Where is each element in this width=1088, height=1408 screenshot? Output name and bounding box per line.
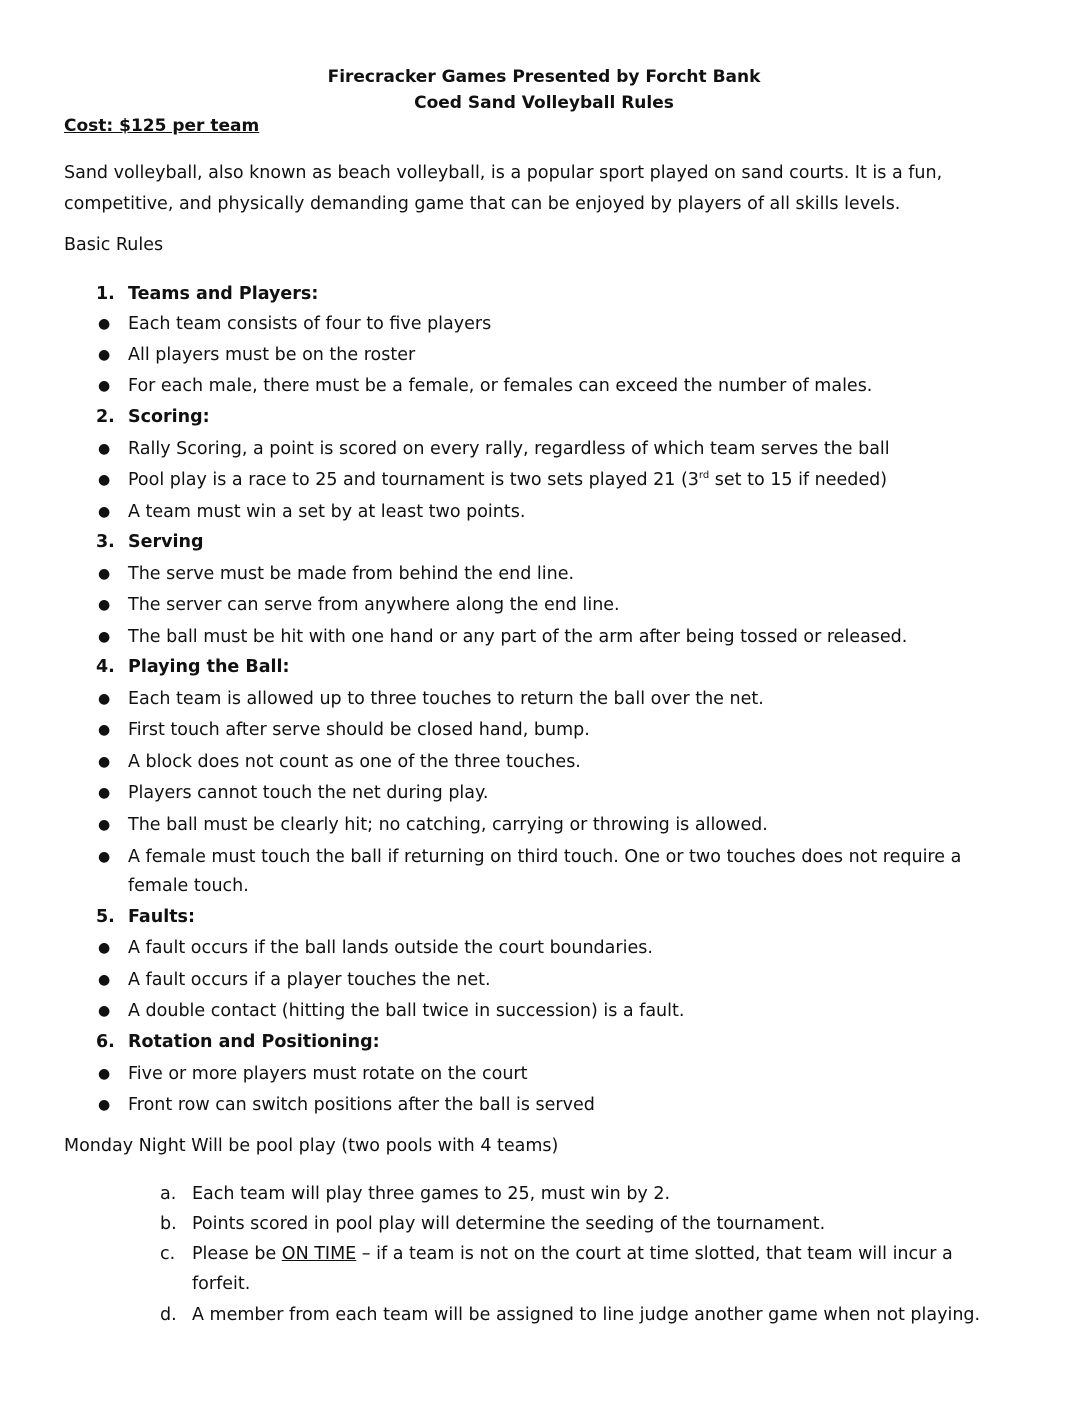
cost-line: Cost: $125 per team	[64, 116, 260, 136]
monday-note: Monday Night Will be pool play (two pools with 4 teams)	[64, 1136, 559, 1156]
document-page: Firecracker Games Presented by Forcht Bank Coed Sand Volleyball Rules Cost: $125 per team Sand volleyball, also known as beach volleyball, is a popular sport played on sand courts. It is a fun, competitive, and physically demanding game that can be enjoyed by players of all skills levels. Basic Rules 1. Teams and Players: ● Each team consists of four to five players ● All players must be on the roster ● For each male, there must be a female, or females can exceed the number of males. 2. Scoring: ● Rally Scoring, a point is scored on every rally, regardless of which team serves the ball ● Pool play is a race to 25 and tournament is two sets played 21 (3rd set to 15 if needed) ● A team must win a set by at least two points. 3. Serving ● The serve must be made from behind the end line. ● The server can serve from anywhere along the end line. ● The ball must be hit with one hand or any part of the arm after being tossed or released. 4. Playing the Ball: ● Each team is allowed up to three touches to return the ball over the net. ● First touch after serve should be closed hand, bump. ● A block does not count as one of the three touches. ● Players cannot touch the net during play. ● The ball must be clearly hit; no catching, carrying or throwing is allowed. ● A female must touch the ball if returning on third touch. One or two touches does not require a female touch. 5. Faults: ● A fault occurs if the ball lands outside the court boundaries. ● A fault occurs if a player touches the net. ● A double contact (hitting the ball twice in succession) is a fault. 6. Rotation and Positioning: ● Five or more players must rotate on the court ● Front row can switch positions after the ball is served Monday Night Will be pool play (two pools with 4 teams) a. Each team will play three games to 25, must win by 2. b. Points scored in pool play will determine the seeding of the tournament. c. Please be ON TIME – if a team is not on the court at time slotted, that team will incur a forfeit. d. A member from each team will be assigned to line judge another game when not playing.	[0, 0, 1088, 1408]
document-subtitle: Coed Sand Volleyball Rules	[414, 93, 674, 113]
document-title: Firecracker Games Presented by Forcht Bank	[327, 67, 761, 87]
basic-rules-label: Basic Rules	[64, 235, 164, 255]
intro-paragraph: Sand volleyball, also known as beach volleyball, is a popular sport played on sand courts. It is a fun, competitive, and physically demanding game that can be enjoyed by players of all skills levels.	[64, 163, 943, 214]
